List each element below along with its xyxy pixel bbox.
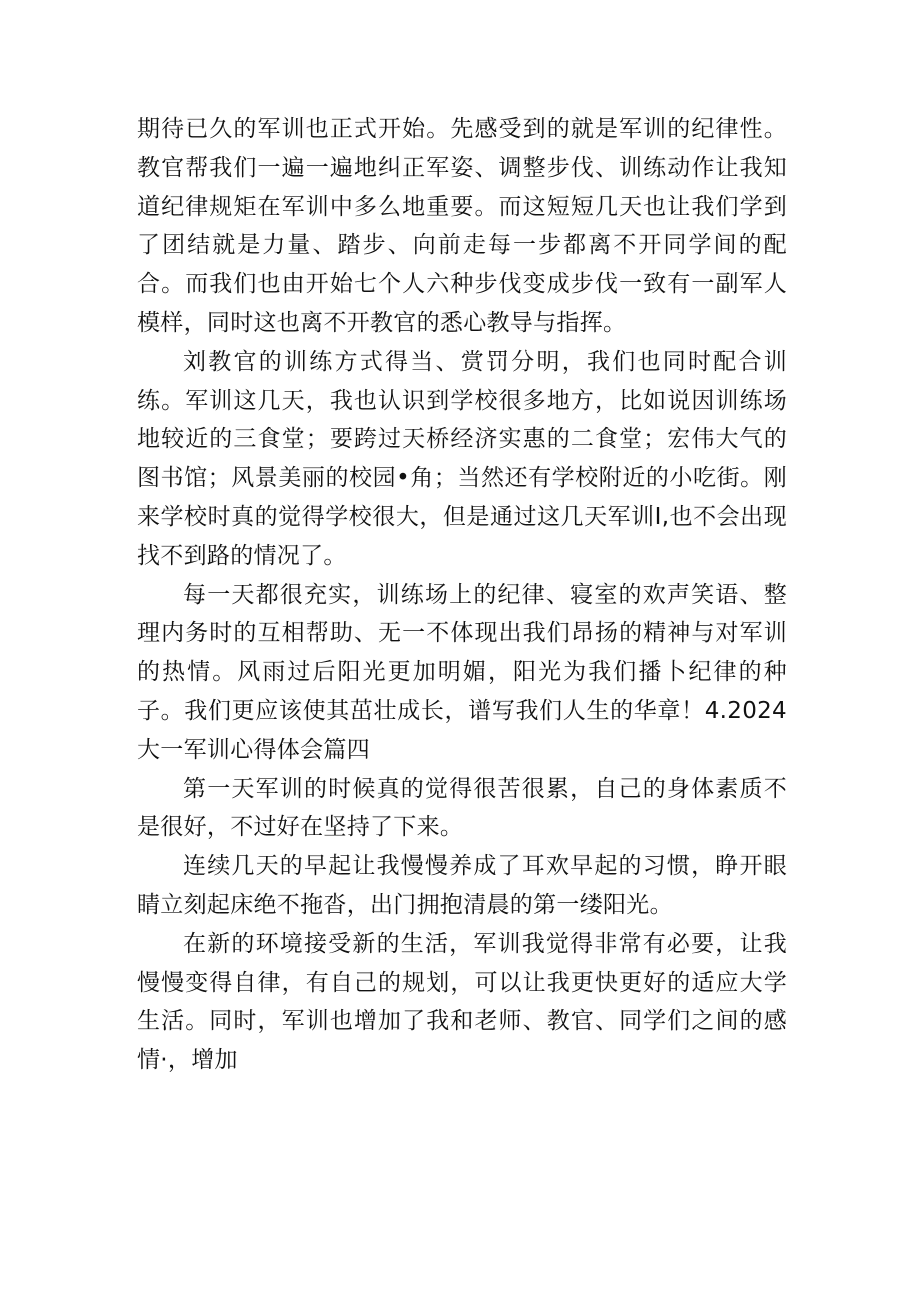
paragraph-2: 刘教官的训练方式得当、赏罚分明，我们也同时配合训练。军训这几天，我也认识到学校很多地方，比如说因训练场地较近的三食堂；要跨过天桥经济实惠的二食堂；宏伟大气的图书馆；风景美丽的校园•角；当然还有学校附近的小吃街。刚来学校时真的觉得学校很大，但是通过这几天军训I,也不会出现找不到路的情况了。 <box>137 348 787 569</box>
document-body <box>137 110 787 1080</box>
paragraph-1: 期待已久的军训也正式开始。先感受到的就是军训的纪律性。教官帮我们一遍一遍地纠正军姿、调整步伐、训练动作让我知道纪律规矩在军训中多么地重要。而这短短几天也让我们学到了团结就是力量、踏步、向前走每一步都离不开同学间的配合。而我们也由开始七个人六种步伐变成步伐一致有一副军人模样，同时这也离不开教官的悉心教导与指挥。 <box>137 116 787 336</box>
paragraph-4: 第一天军训的时候真的觉得很苦很累，自己的身体素质不是很好，不过好在坚持了下来。 <box>137 775 787 841</box>
paragraph-3: 每一天都很充实，训练场上的纪律、寝室的欢声笑语、整理内务时的互相帮助、无一不体现出我们昂扬的精神与对军训的热情。风雨过后阳光更加明媚，阳光为我们播卜纪律的种子。我们更应该使其茁壮成长，谱写我们人生的华章！4.2024大一军训心得体会篇四 <box>137 581 787 763</box>
paragraph-5: 连续几天的早起让我慢慢养成了耳欢早起的习惯，睁开眼睛立刻起床绝不拖沓，出门拥抱清晨的第一缕阳光。 <box>137 853 787 918</box>
paragraph-6: 在新的环境接受新的生活，军训我觉得非常有必要，让我慢慢变得自律，有自己的规划，可以让我更快更好的适应大学生活。同时，军训也增加了我和老师、教官、同学们之间的感情·，增加 <box>137 930 787 1074</box>
